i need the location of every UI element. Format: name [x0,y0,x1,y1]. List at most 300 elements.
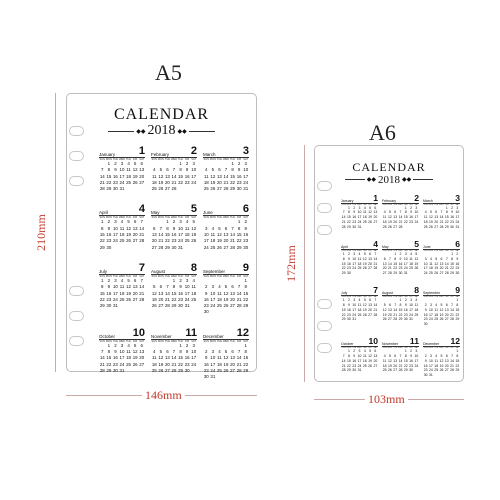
weekday-label: THU [177,216,184,220]
weekday-label: SUN [423,249,428,252]
weekday-label: THU [177,158,184,161]
day-cell: 23 [184,179,190,185]
day-cell: 30 [106,244,112,250]
day-cell: 22 [243,296,249,302]
day-cell: 11 [434,358,438,363]
day-cell: 29 [341,317,346,322]
month-number: 5 [414,239,419,250]
day-cell: 22 [347,220,351,225]
day-cell: 17 [403,261,408,266]
weekday-label: SUN [99,216,106,220]
day-cell: 31 [409,317,413,322]
weekday-label: THU [125,158,132,161]
day-cell: 27 [368,312,372,317]
month-header [423,194,460,204]
day-cell: 15 [341,261,346,266]
weekday-label: WED [118,216,126,220]
day-cell: 18 [216,296,222,302]
day-cell: 24 [210,367,216,373]
a5-month-grid [99,146,249,381]
day-cell: 29 [398,317,403,322]
day-cell: 29 [455,368,460,373]
day-cell: 6 [166,167,169,173]
month-block [341,240,378,276]
weekday-label: FRI [185,339,190,343]
day-cell: 1 [456,297,459,302]
weekday-label: FRI [409,295,413,298]
weekday-label: SUN [382,203,387,206]
day-cell: 2 [172,219,176,225]
day-cell: 2 [347,297,350,302]
day-cell: 31 [243,186,249,192]
day-cell: 13 [368,256,372,261]
day-cell: 27 [439,271,444,276]
day-cell: 11 [126,349,131,355]
day-cell: 31 [352,317,357,322]
day-cell: 5 [159,167,163,173]
day-cell: 27 [393,368,398,373]
day-cell: 12 [158,173,164,179]
day-cell: 4 [211,225,215,231]
month-header [341,240,378,250]
day-cell: 10 [112,284,118,290]
day-cell: 25 [357,312,362,317]
day-cell: 27 [393,225,398,230]
day-cell: 30 [352,225,357,230]
month-block [382,337,419,378]
day-cell: 5 [440,302,443,307]
day-cell: 8 [404,353,407,358]
weekday-label: SAT [191,274,197,278]
day-cell: 3 [410,297,413,302]
day-cell: 11 [409,256,413,261]
month-header [99,328,145,340]
day-cell: 30 [450,225,454,230]
day-cell: 22 [171,296,177,302]
day-cell: 31 [119,186,125,192]
month-number: 10 [132,326,145,339]
weekday-label: TUE [434,203,439,206]
day-cell: 29 [444,225,449,230]
day-cell: 29 [450,271,454,276]
day-cell: 6 [231,349,234,355]
day-cell: 25 [409,266,413,271]
day-cell: 11 [126,167,131,173]
weekday-label: FRI [185,274,190,278]
day-cell: 9 [205,355,208,361]
day-cell: 16 [423,363,428,368]
day-cell: 23 [409,363,413,368]
day-cell: 9 [424,307,427,312]
day-cell: 20 [230,296,235,302]
day-cell: 16 [203,296,209,302]
day-cell: 2 [399,251,402,256]
day-cell: 19 [388,220,392,225]
day-cell: 19 [439,312,444,317]
day-cell: 21 [341,363,346,368]
day-cell: 19 [158,361,164,367]
weekday-label: SAT [139,158,145,161]
weekday-label: TUE [216,158,223,161]
day-cell: 14 [164,290,170,296]
binder-hole [69,336,84,346]
day-cell: 22 [178,361,183,367]
weekday-label: TUE [216,274,223,278]
weekday-label: MON [209,339,216,343]
day-cell: 30 [409,368,413,373]
weekday-label: FRI [237,216,242,220]
day-cell: 16 [106,232,112,238]
day-cell: 19 [362,307,367,312]
day-cell: 20 [393,363,398,368]
day-cell: 15 [444,215,449,220]
day-cell: 19 [132,355,138,361]
day-cell: 10 [112,225,118,231]
day-cell: 12 [126,284,131,290]
day-cell: 17 [112,232,118,238]
day-cell: 4 [429,256,432,261]
weekday-label: SAT [139,216,145,220]
weekday-label: FRI [368,346,372,349]
weekday-label: WED [357,203,362,206]
weekday-label: THU [444,346,449,349]
month-block [151,146,197,192]
day-grid [341,295,378,323]
day-cell: 27 [444,368,449,373]
weekday-label: MON [209,158,216,161]
day-cell: 24 [429,368,433,373]
day-cell: 28 [99,367,105,373]
day-cell: 19 [216,238,222,244]
day-cell: 24 [178,238,183,244]
day-cell: 5 [153,284,156,290]
day-cell: 21 [164,296,170,302]
day-cell: 12 [210,173,216,179]
day-cell: 1 [394,251,397,256]
day-cell: 18 [119,290,125,296]
day-cell: 25 [151,367,157,373]
day-cell: 2 [451,205,454,210]
binder-hole [69,286,84,296]
day-cell: 20 [388,312,392,317]
day-grid [423,203,460,231]
day-grid [99,161,145,192]
weekday-label: SAT [373,346,378,349]
month-name: September [423,290,441,295]
weekday-label: SAT [243,216,249,220]
day-cell: 21 [341,220,346,225]
day-cell: 9 [353,353,356,358]
day-cell: 13 [373,353,378,358]
day-cell: 14 [99,173,105,179]
day-cell: 8 [101,284,104,290]
day-cell: 14 [158,232,164,238]
day-cell: 14 [373,302,378,307]
day-cell: 12 [439,307,444,312]
a5-height-label: 210mm [33,214,48,251]
day-cell: 29 [403,368,408,373]
weekday-label: FRI [133,216,138,220]
day-cell: 14 [450,358,454,363]
weekday-label: MON [105,158,112,161]
weekday-label: SAT [414,249,419,252]
day-cell: 3 [114,277,117,283]
day-cell: 6 [369,251,372,256]
day-cell: 27 [373,220,378,225]
weekday-label: TUE [393,295,398,298]
weekday-label: MON [346,203,352,206]
day-cell: 17 [414,358,419,363]
day-cell: 14 [398,215,403,220]
month-block [151,328,197,381]
day-cell: 24 [409,312,413,317]
day-cell: 16 [347,307,351,312]
day-cell: 17 [455,215,460,220]
month-header [341,337,378,347]
day-cell: 15 [341,307,346,312]
day-cell: 23 [106,238,112,244]
month-name: May [382,244,389,249]
weekday-label: TUE [112,339,119,343]
month-name: October [341,341,354,346]
month-header [99,204,145,216]
weekday-label: THU [362,249,367,252]
day-cell: 3 [244,161,247,166]
day-cell: 23 [455,266,460,271]
day-cell: 20 [444,312,449,317]
weekday-label: WED [439,346,444,349]
day-cell: 30 [106,303,112,309]
day-cell: 5 [159,349,163,355]
day-cell: 25 [362,220,367,225]
month-name: April [99,210,109,216]
day-cell: 5 [415,251,418,256]
weekday-label: SUN [341,249,346,252]
day-cell: 3 [429,302,432,307]
day-cell: 2 [424,302,427,307]
weekday-label: SUN [382,346,387,349]
day-cell: 8 [179,167,182,173]
day-cell: 7 [140,219,143,225]
day-cell: 15 [243,355,249,361]
day-cell: 14 [439,215,444,220]
day-cell: 3 [192,161,195,166]
day-cell: 17 [357,358,362,363]
day-cell: 20 [434,220,439,225]
day-cell: 14 [341,215,346,220]
day-cell: 12 [388,358,392,363]
day-cell: 6 [394,210,397,215]
day-cell: 16 [347,261,351,266]
day-cell: 27 [151,244,157,250]
day-cell: 23 [112,361,118,367]
day-cell: 28 [373,312,378,317]
day-cell: 2 [410,205,413,210]
day-cell: 25 [429,271,433,276]
day-cell: 27 [139,179,145,185]
day-cell: 21 [450,312,454,317]
day-cell: 21 [139,232,145,238]
weekday-label: SUN [151,339,158,343]
day-cell: 6 [440,256,443,261]
day-cell: 14 [236,355,242,361]
day-cell: 11 [423,215,428,220]
weekday-label: THU [125,339,132,343]
day-cell: 15 [236,232,242,238]
day-cell: 23 [423,368,428,373]
weekday-label: THU [229,216,236,220]
day-cell: 9 [107,225,111,231]
weekday-label: TUE [434,249,439,252]
day-cell: 11 [191,284,196,290]
weekday-label: FRI [133,274,138,278]
weekday-label: SAT [139,339,145,343]
day-cell: 7 [451,302,454,307]
day-cell: 27 [444,317,449,322]
day-cell: 22 [106,179,112,185]
day-cell: 24 [429,317,433,322]
month-name: May [151,210,160,216]
day-cell: 1 [244,277,247,283]
month-block [203,146,249,192]
weekday-label: SUN [341,346,346,349]
day-cell: 30 [184,367,190,373]
day-cell: 21 [171,361,177,367]
month-header [382,194,419,204]
day-cell: 13 [444,358,449,363]
day-cell: 24 [414,363,419,368]
binder-hole [317,343,332,353]
day-cell: 4 [120,277,124,283]
day-cell: 19 [382,312,387,317]
day-cell: 4 [127,161,130,166]
weekday-label: TUE [164,274,171,278]
day-cell: 10 [184,284,190,290]
day-cell: 28 [223,186,229,192]
day-cell: 27 [230,303,235,309]
day-cell: 6 [133,219,137,225]
day-cell: 2 [347,251,350,256]
day-cell: 7 [159,225,163,231]
day-cell: 11 [210,232,216,238]
day-cell: 16 [409,358,413,363]
month-block [203,263,249,316]
day-cell: 20 [393,220,398,225]
day-cell: 28 [388,271,392,276]
day-cell: 26 [191,238,197,244]
day-cell: 26 [362,312,367,317]
weekday-label: TUE [352,249,357,252]
day-cell: 6 [374,348,377,353]
day-cell: 10 [429,307,433,312]
weekday-label: TUE [164,339,171,343]
weekday-label: MON [157,158,164,161]
weekday-label: THU [444,249,449,252]
weekday-label: WED [398,249,403,252]
day-cell: 24 [119,361,125,367]
day-cell: 7 [399,210,402,215]
day-cell: 25 [434,317,439,322]
day-cell: 26 [439,317,444,322]
day-cell: 5 [388,210,391,215]
day-cell: 23 [184,361,190,367]
weekday-label: MON [428,346,434,349]
month-header [382,337,419,347]
day-cell: 24 [191,179,197,185]
day-cell: 9 [451,210,454,215]
month-number: 7 [373,285,378,296]
day-cell: 8 [404,210,407,215]
weekday-label: FRI [368,249,372,252]
day-grid [99,219,145,250]
day-cell: 30 [352,368,357,373]
weekday-label: THU [403,249,408,252]
day-cell: 19 [388,363,392,368]
day-cell: 19 [126,290,131,296]
month-block [99,263,145,316]
day-cell: 2 [114,161,117,166]
day-cell: 18 [423,220,428,225]
weekday-label: MON [105,274,112,278]
day-cell: 3 [424,256,427,261]
day-cell: 30 [171,244,177,250]
day-cell: 17 [112,290,118,296]
weekday-label: SAT [243,339,249,343]
day-cell: 17 [178,232,183,238]
day-cell: 13 [230,355,235,361]
day-cell: 3 [429,353,432,358]
day-cell: 18 [210,238,216,244]
day-cell: 12 [429,215,433,220]
day-cell: 23 [352,363,357,368]
weekday-label: SUN [151,216,158,220]
month-block [99,328,145,381]
day-cell: 11 [357,256,362,261]
day-cell: 16 [178,290,183,296]
weekday-label: SAT [455,249,460,252]
month-header [203,204,249,216]
day-cell: 30 [403,317,408,322]
weekday-label: SUN [382,249,387,252]
weekday-label: MON [157,274,164,278]
day-cell: 13 [368,302,372,307]
day-cell: 31 [455,225,460,230]
weekday-label: TUE [393,346,398,349]
day-cell: 1 [179,161,182,166]
day-cell: 9 [114,349,117,355]
day-cell: 17 [429,363,433,368]
day-cell: 4 [127,342,130,348]
day-cell: 28 [158,244,164,250]
weekday-label: THU [444,203,449,206]
weekday-label: FRI [409,249,413,252]
day-cell: 26 [151,303,157,309]
day-cell: 11 [363,353,367,358]
day-cell: 21 [139,290,145,296]
day-cell: 30 [398,271,403,276]
day-cell: 27 [158,303,164,309]
day-cell: 30 [423,373,428,378]
day-cell: 1 [399,297,402,302]
day-cell: 18 [357,307,362,312]
day-cell: 24 [423,271,428,276]
day-cell: 1 [166,219,169,225]
day-cell: 20 [139,355,145,361]
day-cell: 23 [203,303,209,309]
day-cell: 14 [236,290,242,296]
day-cell: 7 [388,256,391,261]
day-cell: 4 [435,302,438,307]
